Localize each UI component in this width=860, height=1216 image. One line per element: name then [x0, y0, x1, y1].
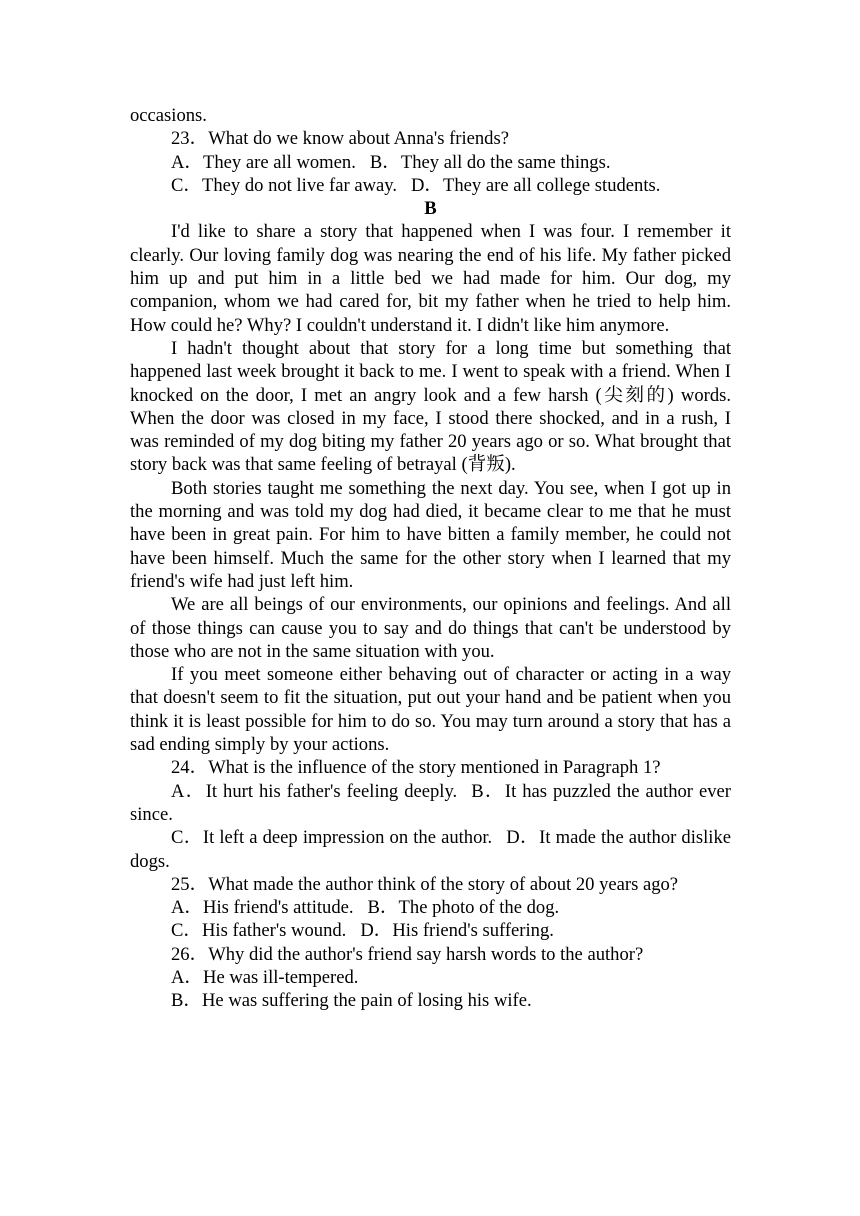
passage-paragraph-4: We are all beings of our environments, our opinions and feelings. And all of those things can cause you to say and do things that can't be understood by those who are not in the same situation with you.: [130, 594, 731, 662]
question-23-stem: 23．What do we know about Anna's friends?: [171, 128, 509, 150]
question-23-option-c: C．They do not live far away.: [171, 174, 397, 196]
question-23: [130, 127, 731, 197]
question-25-option-c: C．His father's wound.: [171, 920, 347, 942]
question-23-option-b: B．They all do the same things.: [369, 151, 611, 173]
question-25-option-a: A．His friend's attitude.: [171, 897, 354, 919]
question-25-options-ab: [130, 896, 731, 919]
question-25-options-cd: [130, 919, 731, 942]
question-24-option-b: B．It has puzzled the author ever since.: [130, 780, 731, 825]
reading-passage: [130, 220, 731, 756]
question-24-options-cd: [130, 826, 731, 873]
question-24-option-d: D．It made the author dislike dogs.: [130, 827, 731, 872]
document-page: [130, 104, 731, 1013]
question-24-option-c: C．It left a deep impression on the author.: [171, 827, 493, 849]
passage-paragraph-3: Both stories taught me something the next day. You see, when I got up in the morning and was told my dog had died, it became clear to me that he must have been in great pain. For him to have bitten a family member, he could not have been himself. Much the same for the other story when I learned that my friend's wife had just left him.: [130, 477, 731, 592]
question-23-option-d: D．They are all college students.: [411, 174, 661, 196]
question-25: [130, 873, 731, 943]
question-26-option-b: B．He was suffering the pain of losing his wife.: [171, 990, 532, 1012]
passage-paragraph-1: I'd like to share a story that happened when I was four. I remember it clearly. Our loving family dog was nearing the end of his life. My father picked him up and put him in a little bed we had made for him. Our dog, my companion, whom we had cared for, bit my father when he tried to help him. How could he? Why? I couldn't understand it. I didn't like him anymore.: [130, 221, 731, 336]
question-25-option-d: D．His friend's suffering.: [360, 920, 554, 942]
question-23-options-ab: [130, 151, 731, 174]
question-24-options-ab: [130, 780, 731, 827]
previous-passage-fragment: occasions.: [130, 105, 207, 126]
passage-paragraph-5: If you meet someone either behaving out of character or acting in a way that doesn't seem to fit the situation, put out your hand and be patient when you think it is least possible for him to do so. You may turn around a story that has a sad ending simply by your actions.: [130, 664, 731, 756]
question-23-options-cd: [130, 174, 731, 197]
question-24-option-a: A．It hurt his father's feeling deeply.: [171, 780, 458, 802]
question-26-stem: 26．Why did the author's friend say harsh words to the author?: [171, 943, 644, 965]
question-26-option-a: A．He was ill-tempered.: [171, 966, 359, 988]
question-25-option-b: B．The photo of the dog.: [367, 897, 560, 919]
question-24: [130, 756, 731, 872]
question-25-stem: 25．What made the author think of the story of about 20 years ago?: [171, 873, 679, 895]
passage-paragraph-2: I hadn't thought about that story for a long time but something that happened last week brought it back to me. I went to speak with a friend. When I knocked on the door, I met an angry look and a few harsh (尖刻的) words. When the door was closed in my face, I stood there shocked, and in a rush, I was reminded of my dog biting my father 20 years ago or so. What brought that story back was that same feeling of betrayal (背叛).: [130, 337, 731, 476]
question-23-option-a: A．They are all women.: [171, 151, 356, 173]
section-heading: B: [424, 198, 437, 220]
question-24-stem: 24．What is the influence of the story mentioned in Paragraph 1?: [171, 757, 661, 779]
question-26: [130, 943, 731, 1013]
